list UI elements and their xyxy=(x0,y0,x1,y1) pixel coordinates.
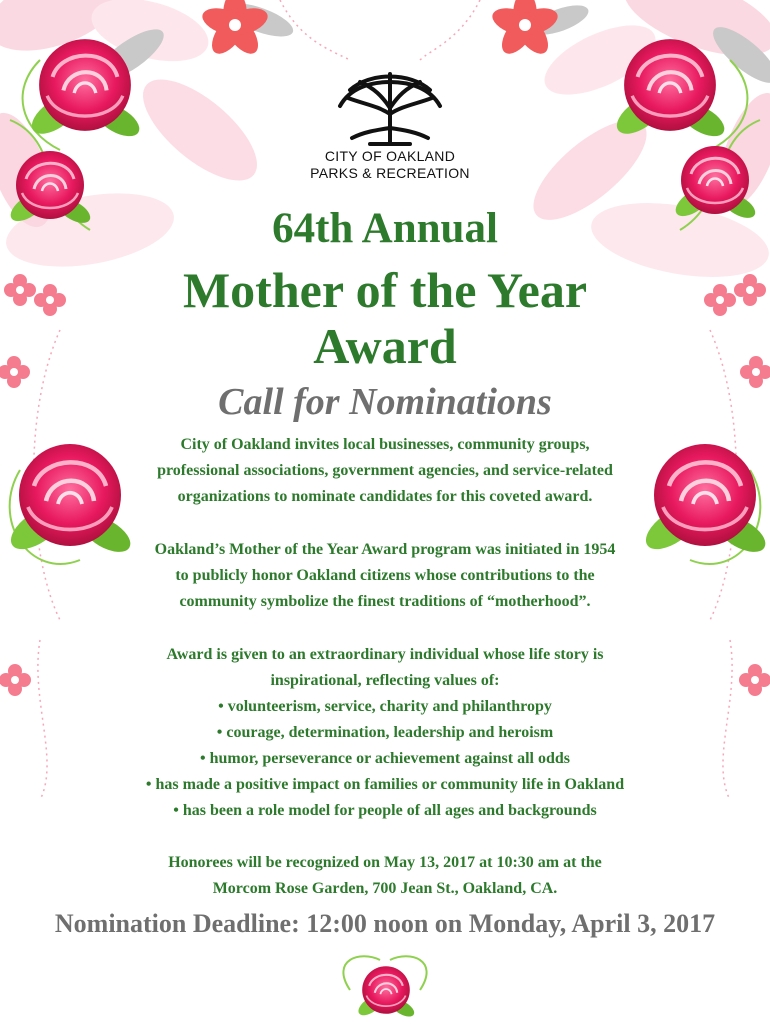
history-paragraph xyxy=(100,537,670,615)
heading-annual: 64th Annual xyxy=(272,205,498,252)
oak-tree-icon xyxy=(330,68,450,146)
nomination-deadline: Nomination Deadline: 12:00 noon on Monday, April 3, 2017 xyxy=(54,909,716,938)
subtitle-call-for-nominations: Call for Nominations xyxy=(218,381,552,423)
criteria-bullet: • humor, perseverance or achievement against all odds xyxy=(199,750,571,767)
intro-line: professional associations, government agencies, and service-related xyxy=(157,462,613,479)
logo-org-line2: PARKS & RECREATION xyxy=(310,165,470,181)
heading-award-name: Mother of the Year xyxy=(182,262,588,318)
criteria-bullet: • courage, determination, leadership and heroism xyxy=(216,724,554,741)
criteria-bullet: • volunteerism, service, charity and philanthropy xyxy=(218,698,552,715)
criteria-lead-line: Award is given to an extraordinary individual whose life story is xyxy=(166,646,604,663)
criteria-bullet: • has been a role model for people of all ages and backgrounds xyxy=(173,802,597,819)
criteria-lead-line: inspirational, reflecting values of: xyxy=(270,672,500,689)
ceremony-line: Honorees will be recognized on May 13, 2017 at 10:30 am at the xyxy=(168,854,602,871)
history-line: community symbolize the finest traditions of “motherhood”. xyxy=(179,593,591,610)
history-line: to publicly honor Oakland citizens whose contributions to the xyxy=(175,567,595,584)
intro-paragraph xyxy=(100,432,670,510)
ceremony-paragraph xyxy=(100,850,670,902)
intro-line: City of Oakland invites local businesses, community groups, xyxy=(180,436,590,453)
logo-org-line1: CITY OF OAKLAND xyxy=(324,148,456,164)
intro-line: organizations to nominate candidates for this coveted award. xyxy=(177,488,593,505)
history-line: Oakland’s Mother of the Year Award program was initiated in 1954 xyxy=(154,541,616,558)
ceremony-line: Morcom Rose Garden, 700 Jean St., Oakland, CA. xyxy=(212,880,558,897)
criteria-paragraph xyxy=(100,642,670,824)
heading-award: Award xyxy=(313,318,457,374)
criteria-bullet: • has made a positive impact on families or community life in Oakland xyxy=(145,776,625,793)
city-logo xyxy=(300,68,480,188)
